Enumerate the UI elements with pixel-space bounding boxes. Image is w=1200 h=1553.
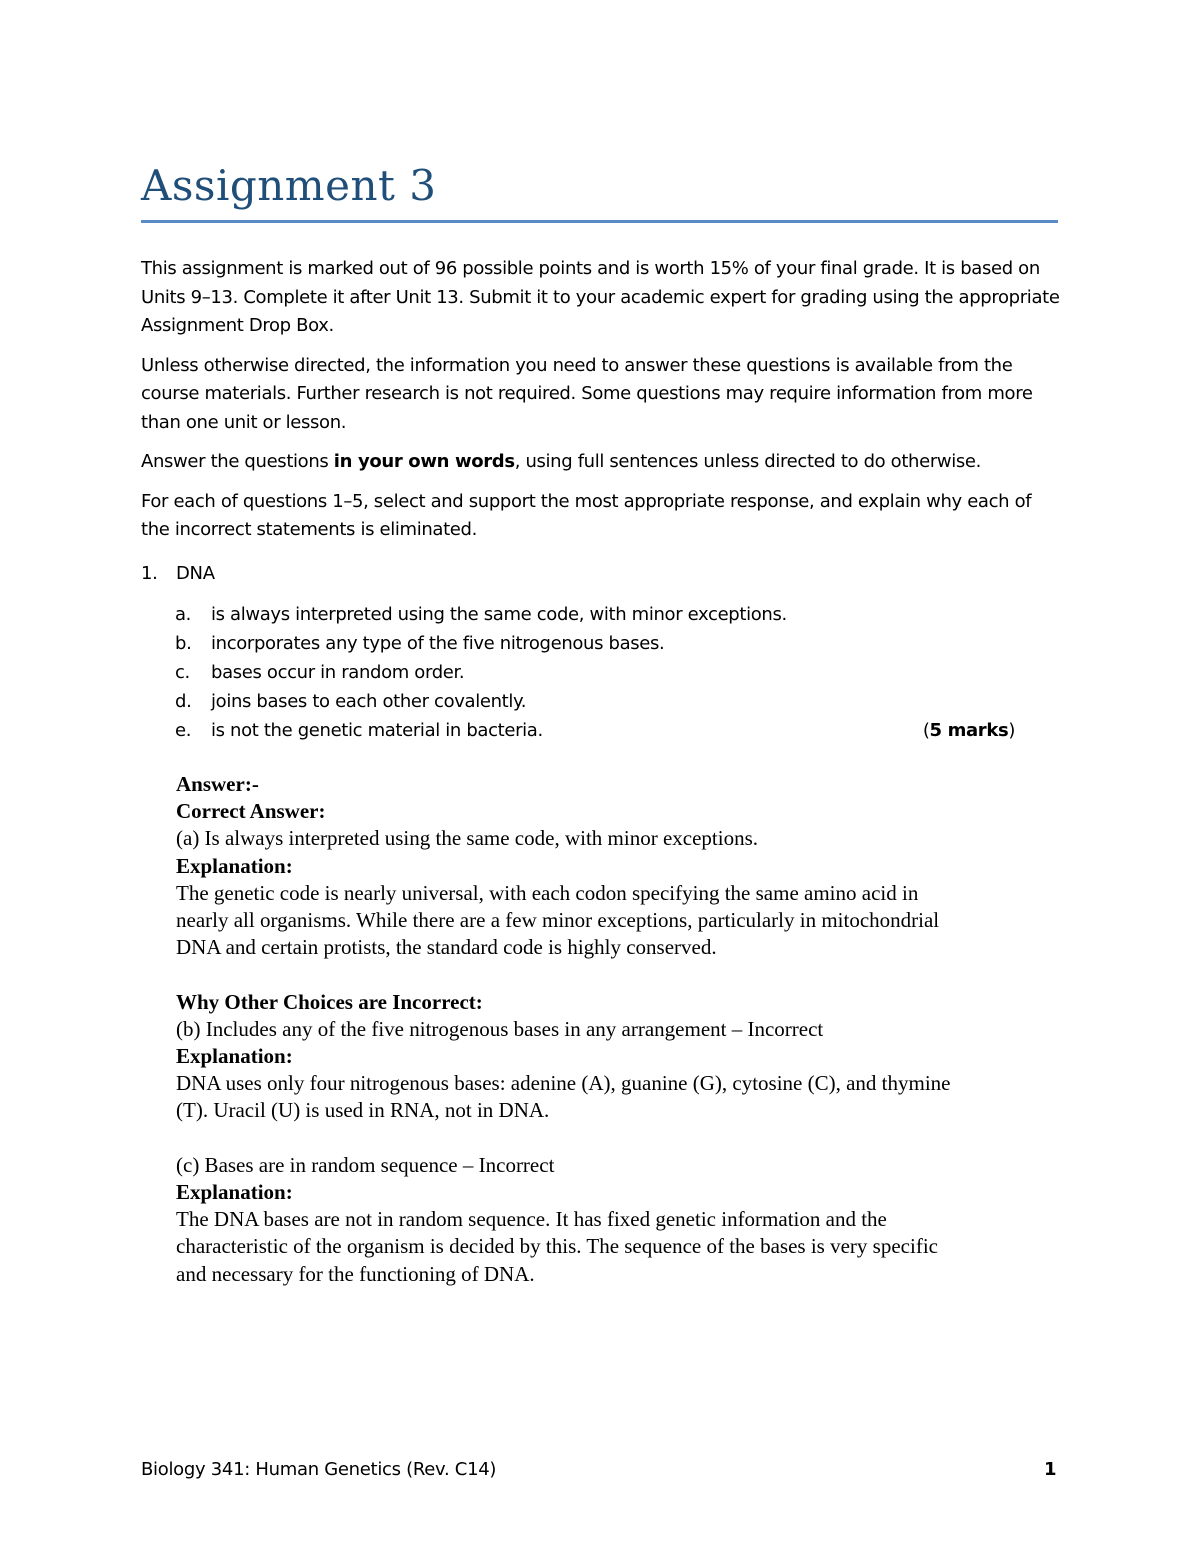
marks-close-paren: ) <box>1008 720 1015 741</box>
marks-value: 5 marks <box>929 720 1009 741</box>
answer-heading: Answer:- <box>176 772 259 796</box>
question-1-heading <box>141 560 215 588</box>
instructions-section <box>141 255 1061 556</box>
explanation-label: Explanation: <box>176 853 293 878</box>
correct-answer-text: (a) Is always interpreted using the same code, with minor exceptions. <box>176 826 758 851</box>
option-text: bases occur in random order. <box>211 662 465 683</box>
intro-paragraph-own-words <box>141 448 1061 477</box>
blank-line <box>176 961 1056 988</box>
explanation-line: DNA and certain protists, the standard code is highly conserved. <box>176 935 717 960</box>
option-letter: b. <box>175 633 192 654</box>
footer-page-number: 1 <box>1044 1459 1057 1480</box>
choice-c-statement: (c) Bases are in random sequence – Incorrect <box>176 1152 555 1177</box>
option-text: joins bases to each other covalently. <box>211 691 527 712</box>
blank-line <box>176 1125 1056 1152</box>
page-title: Assignment 3 <box>141 161 437 210</box>
explanation-line: nearly all organisms. While there are a few minor exceptions, particularly in mitochondrial <box>176 908 940 933</box>
intro-paragraph-materials: Unless otherwise directed, the information you need to answer these questions is available from the course materials. Further research is not required. Some questions may require information from more than one unit or lesson. <box>141 354 1033 433</box>
option-letter: a. <box>175 604 192 625</box>
choice-c-explanation-line: The DNA bases are not in random sequence. It has fixed genetic information and the <box>176 1207 887 1232</box>
option-letter: d. <box>175 691 192 712</box>
correct-answer-heading: Correct Answer: <box>176 799 326 824</box>
option-b <box>175 629 1015 658</box>
choice-b-explanation-label: Explanation: <box>176 1044 293 1069</box>
question-1-stem: DNA <box>176 563 215 584</box>
option-letter: e. <box>175 720 192 741</box>
choice-b-statement: (b) Includes any of the five nitrogenous bases in any arrangement – Incorrect <box>176 1016 824 1041</box>
why-incorrect-heading: Why Other Choices are Incorrect: <box>176 989 483 1014</box>
option-text: is always interpreted using the same code, with minor exceptions. <box>211 604 787 625</box>
option-c <box>175 658 1015 687</box>
option-a <box>175 600 1015 629</box>
question-1-marks <box>923 716 1015 745</box>
intro-paragraph-questions: For each of questions 1–5, select and support the most appropriate response, and explain why each of the incorrect statements is eliminated. <box>141 490 1032 540</box>
option-text: incorporates any type of the five nitrogenous bases. <box>211 633 665 654</box>
option-e <box>175 716 1015 745</box>
intro-paragraph-grading: This assignment is marked out of 96 possible points and is worth 15% of your final grade. It is based on Units 9–13. Complete it after Unit 13. Submit it to your academic expert for grading using the appropriate Assignment Drop Box. <box>141 258 1060 336</box>
own-words-emphasis: in your own words <box>333 451 515 472</box>
option-d <box>175 687 1015 716</box>
own-words-prefix: Answer the questions <box>141 451 334 472</box>
question-1-number: 1. <box>141 563 158 584</box>
title-underline-rule <box>141 220 1058 223</box>
answer-section <box>176 771 1056 1288</box>
choice-c-explanation-line: and necessary for the functioning of DNA. <box>176 1261 535 1286</box>
choice-c-explanation-label: Explanation: <box>176 1180 293 1205</box>
choice-b-explanation-line: DNA uses only four nitrogenous bases: adenine (A), guanine (G), cytosine (C), and thymine <box>176 1071 951 1096</box>
explanation-line: The genetic code is nearly universal, with each codon specifying the same amino acid in <box>176 880 919 905</box>
own-words-suffix: , using full sentences unless directed to do otherwise. <box>514 451 982 472</box>
marks-open-paren: ( <box>922 720 930 741</box>
footer-course-title: Biology 341: Human Genetics (Rev. C14) <box>141 1459 497 1480</box>
question-1-options <box>175 600 1015 745</box>
option-text: is not the genetic material in bacteria. <box>211 720 543 741</box>
choice-c-explanation-line: characteristic of the organism is decided by this. The sequence of the bases is very specific <box>176 1234 938 1259</box>
choice-b-explanation-line: (T). Uracil (U) is used in RNA, not in DNA. <box>176 1098 550 1123</box>
option-letter: c. <box>175 662 190 683</box>
